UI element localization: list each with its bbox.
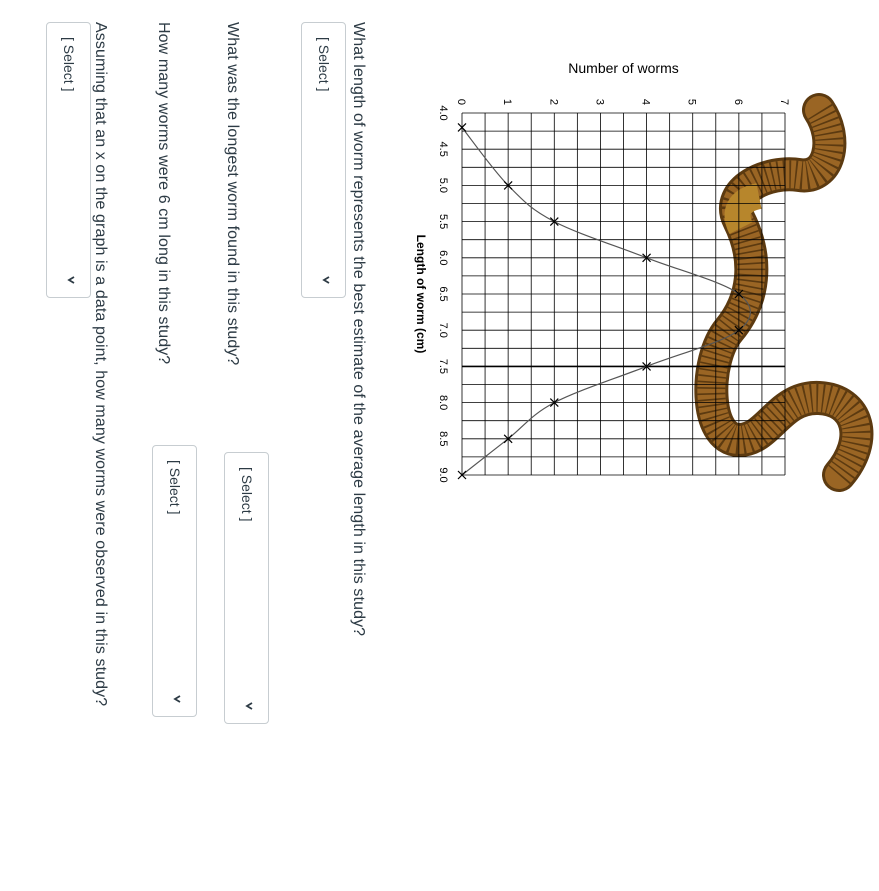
x-tick-label: 8.0 <box>437 394 449 411</box>
y-tick-label: 3 <box>593 98 606 105</box>
x-tick-label: 4.5 <box>437 141 449 157</box>
answer-select-4[interactable] <box>46 22 91 298</box>
select-label: [ Select ] <box>239 467 255 522</box>
x-tick-label: 7.5 <box>437 358 449 375</box>
question-2 <box>223 22 241 365</box>
chevron-down-icon <box>169 694 185 704</box>
x-axis-label: Length of worm (cm) <box>414 234 428 354</box>
x-tick-label: 4.0 <box>437 105 449 121</box>
chevron-down-icon <box>318 275 334 285</box>
x-tick-label: 8.5 <box>437 431 449 447</box>
x-tick-label: 5.5 <box>437 213 449 230</box>
y-tick-label: 1 <box>501 98 514 105</box>
answer-select-1[interactable] <box>301 22 346 298</box>
select-label: [ Select ] <box>167 460 183 515</box>
question-3-text: How many worms were 6 cm long in this study? <box>155 22 172 365</box>
chart-grid <box>462 113 785 475</box>
y-axis-label: Number of worms <box>568 60 679 76</box>
y-tick-label: 0 <box>455 98 467 105</box>
select-label: [ Select ] <box>316 37 332 92</box>
y-tick-label: 2 <box>547 98 560 105</box>
chevron-down-icon <box>63 275 79 285</box>
answer-select-2[interactable] <box>224 452 269 724</box>
y-tick-label: 5 <box>685 98 698 105</box>
chevron-down-icon <box>241 701 257 711</box>
x-tick-label: 6.0 <box>437 250 449 266</box>
question-2-text: What was the longest worm found in this study? <box>224 22 241 366</box>
x-tick-label: 5.0 <box>437 177 449 194</box>
y-tick-label: 6 <box>731 98 744 105</box>
select-label: [ Select ] <box>61 37 77 92</box>
x-tick-label: 9.0 <box>437 467 449 483</box>
question-3 <box>154 22 172 364</box>
x-tick-label: 7.0 <box>437 322 449 338</box>
y-tick-label: 4 <box>639 98 652 105</box>
answer-select-3[interactable] <box>152 445 197 717</box>
question-1: What length of worm represents the best estimate of the average length in this study? <box>350 22 367 637</box>
earthworm-illustration <box>711 110 856 475</box>
question-4: Assuming that an x on the graph is a data point, how many worms were observed in this study? <box>92 22 109 707</box>
y-tick-label: 7 <box>778 98 790 105</box>
x-tick-label: 6.5 <box>437 286 449 302</box>
